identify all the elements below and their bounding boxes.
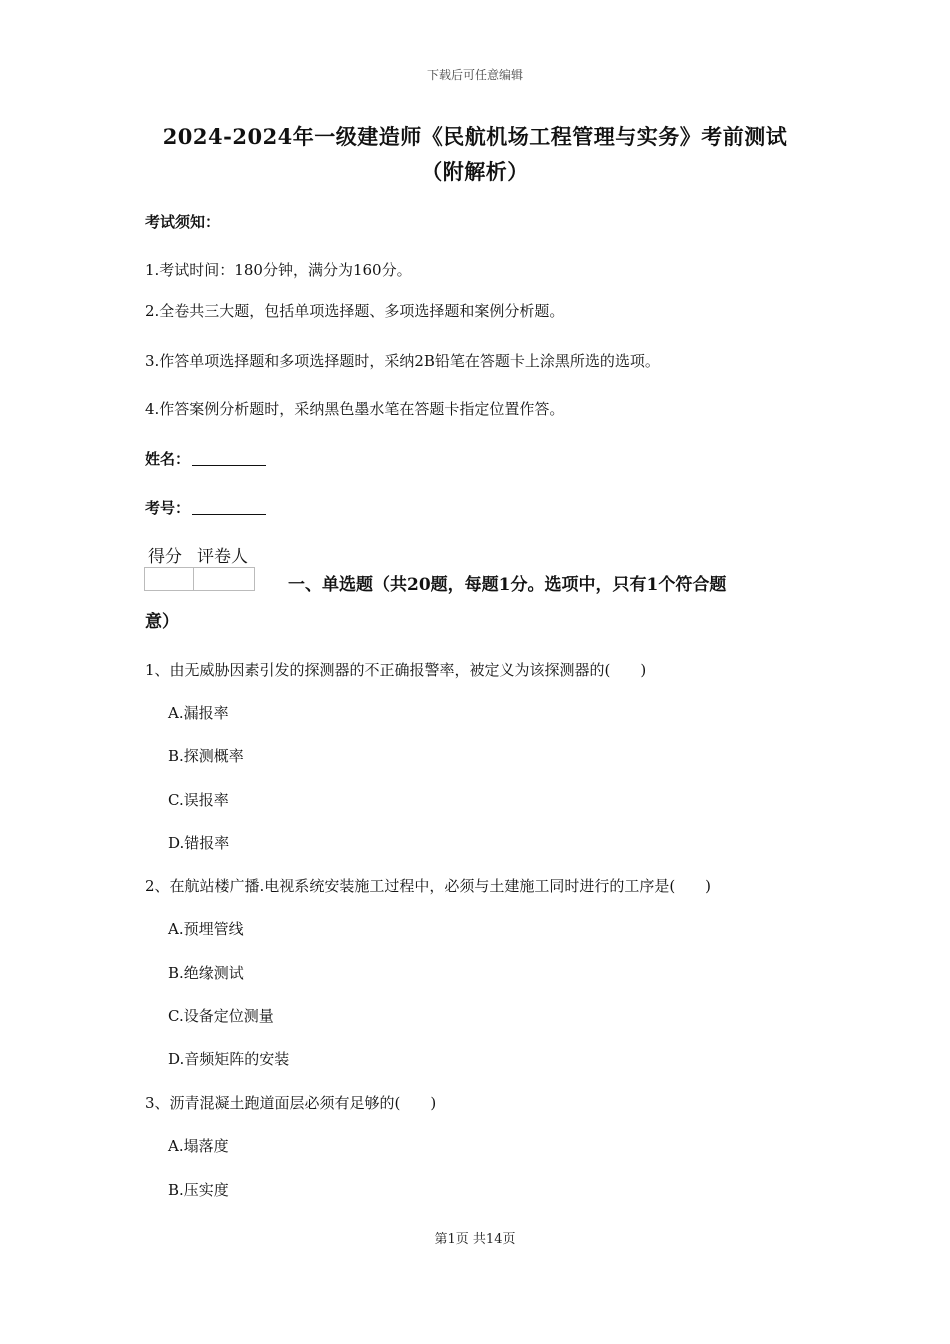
question-option: A.预埋管线 [168,920,244,938]
section-title-continued: 意） [145,612,179,632]
question-option: B.压实度 [168,1181,229,1199]
question-option: B.探测概率 [168,747,244,765]
notice-item: 4.作答案例分析题时，采纳黑色墨水笔在答题卡指定位置作答。 [145,400,565,418]
number-blank-line [192,500,266,515]
notice-heading: 考试须知： [145,213,221,231]
document-title-subtitle: （附解析） [421,159,529,184]
question-option: B.绝缘测试 [168,964,244,982]
document-title: 2024-2024年一级建造师《民航机场工程管理与实务》考前测试 [162,124,788,149]
number-label: 考号： [145,499,191,517]
question-option: C.误报率 [168,791,229,809]
score-table [144,541,255,591]
grader-cell [194,568,255,591]
notice-item: 1.考试时间：180分钟，满分为160分。 [145,261,412,279]
question-option: D.错报率 [168,834,230,852]
question-stem: 1、由无威胁因素引发的探测器的不正确报警率，被定义为该探测器的( ) [145,661,647,679]
question-option: A.塌落度 [168,1137,229,1155]
question-option: C.设备定位测量 [168,1007,274,1025]
question-stem: 2、在航站楼广播.电视系统安装施工过程中，必须与土建施工同时进行的工序是( ) [145,877,712,895]
question-stem: 3、沥青混凝土跑道面层必须有足够的( ) [145,1094,437,1112]
grader-header: 评卷人 [194,542,255,568]
question-option: D.音频矩阵的安装 [168,1050,290,1068]
notice-item: 3.作答单项选择题和多项选择题时，采纳2B铅笔在答题卡上涂黑所选的选项。 [145,352,660,370]
page-number: 第1页 共14页 [434,1232,516,1247]
notice-item: 2.全卷共三大题，包括单项选择题、多项选择题和案例分析题。 [145,302,565,320]
page-header-note: 下载后可任意编辑 [426,68,523,82]
score-cell [145,568,194,591]
question-option: A.漏报率 [168,704,229,722]
name-field [145,448,266,469]
score-header: 得分 [145,542,194,568]
name-blank-line [192,451,266,466]
number-field [145,497,266,518]
name-label: 姓名： [145,450,191,468]
section-title: 一、单选题（共20题，每题1分。选项中，只有1个符合题 [288,575,727,595]
